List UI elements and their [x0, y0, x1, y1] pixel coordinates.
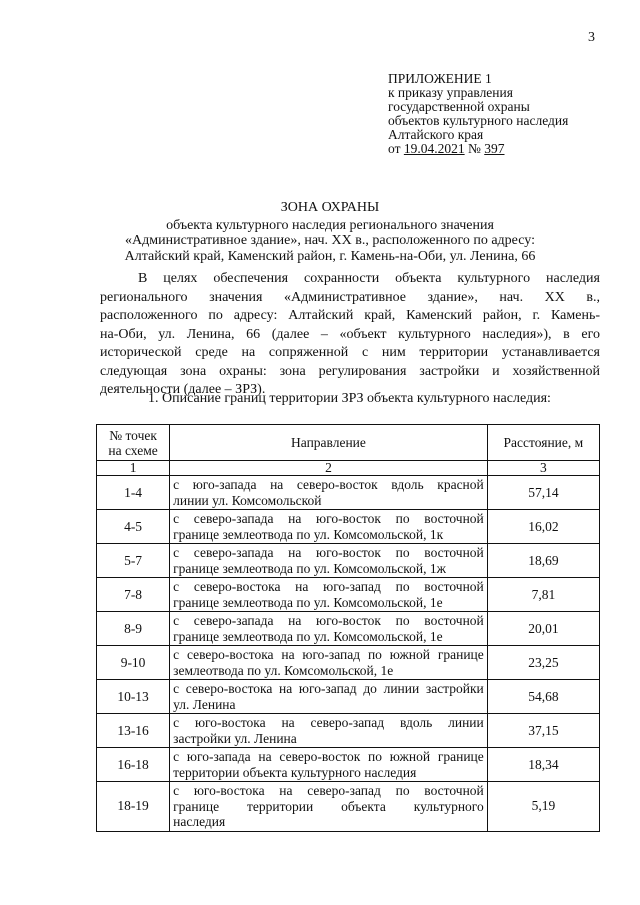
direction-cell — [170, 782, 488, 832]
points-cell: 5-7 — [97, 544, 170, 578]
appendix-line: к приказу управления — [388, 85, 513, 100]
direction-cell — [170, 714, 488, 748]
points-cell: 10-13 — [97, 680, 170, 714]
appendix-line: государственной охраны — [388, 99, 530, 114]
direction-line: ул. Ленина — [173, 696, 236, 712]
page-number: 3 — [588, 30, 595, 45]
table-row — [97, 680, 600, 714]
points-cell: 18-19 — [97, 782, 170, 832]
section-heading: 1. Описание границ территории ЗРЗ объекта культурного наследия: — [148, 391, 551, 406]
direction-line: с юго-востока на северо-запад вдоль линии — [173, 715, 484, 730]
order-number: 397 — [484, 141, 505, 156]
direction-line: границе землеотвода по ул. Комсомольской, 1ж — [173, 560, 446, 576]
distance-cell: 5,19 — [487, 782, 599, 832]
direction-line: границе землеотвода по ул. Комсомольской, 1к — [173, 526, 444, 542]
number-prefix: № — [464, 141, 485, 156]
header-points: № точек на схеме — [97, 425, 170, 461]
direction-line: с юго-востока на северо-запад по восточной — [173, 783, 484, 798]
distance-cell: 57,14 — [487, 476, 599, 510]
direction-cell — [170, 748, 488, 782]
distance-cell: 7,81 — [487, 578, 599, 612]
direction-line: с северо-запада на юго-восток по восточной — [173, 511, 484, 526]
appendix-date-line — [388, 142, 628, 156]
column-number: 1 — [97, 461, 170, 476]
direction-line: границе землеотвода по ул. Комсомольской, 1е — [173, 594, 443, 610]
distance-cell: 23,25 — [487, 646, 599, 680]
points-cell: 9-10 — [97, 646, 170, 680]
distance-cell: 20,01 — [487, 612, 599, 646]
date-prefix: от — [388, 141, 404, 156]
direction-line: с северо-востока на юго-запад до линии застройки — [173, 681, 484, 696]
table-row — [97, 646, 600, 680]
direction-cell — [170, 612, 488, 646]
appendix-block — [388, 72, 628, 156]
direction-line: наследия — [173, 814, 226, 829]
direction-cell — [170, 680, 488, 714]
direction-line: линии ул. Комсомольской — [173, 492, 322, 508]
points-cell: 7-8 — [97, 578, 170, 612]
title-line: «Административное здание», нач. XX в., расположенного по адресу: — [125, 233, 535, 248]
direction-cell — [170, 476, 488, 510]
table-row — [97, 748, 600, 782]
boundary-table — [96, 424, 600, 832]
table-header-row — [97, 425, 600, 461]
points-cell: 1-4 — [97, 476, 170, 510]
appendix-line: Алтайского края — [388, 127, 484, 142]
direction-cell — [170, 646, 488, 680]
direction-line: с юго-запада на северо-восток вдоль красной — [173, 477, 484, 492]
intro-line: регионального значения «Административное здание», нач. XX в., — [100, 289, 600, 305]
header-distance: Расстояние, м — [487, 425, 599, 461]
distance-cell: 37,15 — [487, 714, 599, 748]
title-heading: ЗОНА ОХРАНЫ — [280, 200, 380, 215]
points-cell: 16-18 — [97, 748, 170, 782]
distance-cell: 18,34 — [487, 748, 599, 782]
direction-line: границе территории объекта культурного — [173, 798, 484, 814]
intro-line: деятельности (далее – ЗРЗ). — [100, 382, 266, 397]
intro-line: исторической среде на сопряженной с ним территории устанавливается — [100, 345, 600, 360]
direction-line: застройки ул. Ленина — [173, 730, 297, 746]
direction-line: с юго-запада на северо-восток по южной границе — [173, 749, 484, 764]
table-row — [97, 578, 600, 612]
direction-cell — [170, 544, 488, 578]
intro-line: следующая зона охраны: зона регулирования застройки и хозяйственной — [100, 363, 600, 379]
intro-paragraph — [100, 270, 600, 400]
direction-cell — [170, 578, 488, 612]
title-line: объекта культурного наследия регионального значения — [166, 217, 494, 233]
direction-line: границе землеотвода по ул. Комсомольской, 1е — [173, 628, 443, 644]
table-row — [97, 782, 600, 832]
direction-cell — [170, 510, 488, 544]
column-number: 3 — [487, 461, 599, 476]
column-number-row — [97, 461, 600, 476]
intro-line: расположенного по адресу: Алтайский край, Каменский район, г. Камень- — [100, 308, 600, 323]
order-date: 19.04.2021 — [403, 141, 465, 156]
intro-line: на-Оби, ул. Ленина, 66 (далее – «объект культурного наследия»), в его — [100, 326, 600, 342]
document-title — [60, 200, 600, 264]
title-line: Алтайский край, Каменский район, г. Камень-на-Оби, ул. Ленина, 66 — [124, 248, 536, 264]
header-direction: Направление — [170, 425, 488, 461]
points-cell: 13-16 — [97, 714, 170, 748]
appendix-title: ПРИЛОЖЕНИЕ 1 — [388, 71, 492, 86]
direction-line: землеотвода по ул. Комсомольской, 1е — [173, 662, 394, 678]
table-row — [97, 612, 600, 646]
table-row — [97, 476, 600, 510]
points-cell: 4-5 — [97, 510, 170, 544]
distance-cell: 16,02 — [487, 510, 599, 544]
direction-line: с северо-востока на юго-запад по восточной — [173, 579, 484, 594]
points-cell: 8-9 — [97, 612, 170, 646]
column-number: 2 — [170, 461, 488, 476]
appendix-line: объектов культурного наследия — [388, 113, 569, 128]
intro-line: В целях обеспечения сохранности объекта культурного наследия — [138, 271, 600, 286]
direction-line: с северо-запада на юго-восток по восточной — [173, 545, 484, 560]
direction-line: с северо-востока на юго-запад по южной границе — [173, 647, 484, 662]
table-row — [97, 544, 600, 578]
direction-line: с северо-запада на юго-восток по восточной — [173, 613, 484, 628]
direction-line: территории объекта культурного наследия — [173, 764, 417, 780]
table-row — [97, 510, 600, 544]
distance-cell: 54,68 — [487, 680, 599, 714]
table-row — [97, 714, 600, 748]
distance-cell: 18,69 — [487, 544, 599, 578]
